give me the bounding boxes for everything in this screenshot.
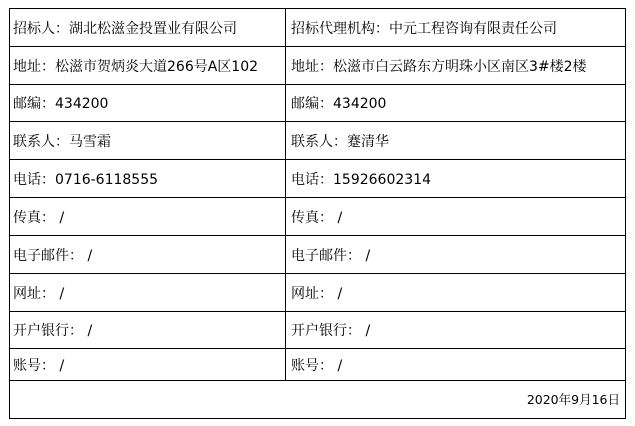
tenderer-website: 网址： /: [10, 274, 286, 311]
table-row-contact: [10, 122, 625, 160]
tenderer-name: 招标人：湖北松滋金投置业有限公司: [10, 9, 286, 46]
agency-contact: 联系人：蹇清华: [291, 133, 389, 150]
table-row-postcode: [10, 85, 625, 122]
agency-postcode: 邮编：434200: [291, 96, 387, 112]
table-row-email: [10, 236, 625, 274]
agency-phone: 电话：15926602314: [291, 171, 431, 188]
table-row-tenderer: [10, 9, 625, 47]
tenderer-bank: 开户银行： /: [10, 312, 286, 348]
table-row-fax: [10, 198, 625, 236]
agency-address: 地址：松滋市白云路东方明珠小区南区3#楼2楼: [291, 58, 587, 75]
table-row-bank: [10, 312, 625, 349]
agency-fax: 传真： /: [291, 209, 343, 226]
tenderer-fax: 传真： /: [10, 198, 286, 235]
table-row-website: [10, 274, 625, 312]
tenderer-account: 账号： /: [10, 349, 286, 380]
tenderer-address: 地址：松滋市贺炳炎大道266号A区102: [10, 47, 286, 84]
agency-name: 招标代理机构：中元工程咨询有限责任公司: [291, 20, 557, 37]
table-row-phone: [10, 160, 625, 198]
tenderer-postcode: 邮编：434200: [10, 85, 286, 121]
table-row-address: [10, 47, 625, 85]
agency-account: 账号： /: [291, 357, 343, 374]
contact-info-table: [9, 8, 626, 419]
agency-email: 电子邮件： /: [291, 247, 371, 264]
document-date: 2020年9月16日: [526, 392, 620, 407]
agency-bank: 开户银行： /: [291, 323, 371, 339]
tenderer-email: 电子邮件： /: [10, 236, 286, 273]
tenderer-contact: 联系人：马雪霜: [10, 122, 286, 159]
table-row-account: [10, 349, 625, 381]
agency-website: 网址： /: [291, 285, 343, 302]
tenderer-phone: 电话：0716-6118555: [10, 160, 286, 197]
